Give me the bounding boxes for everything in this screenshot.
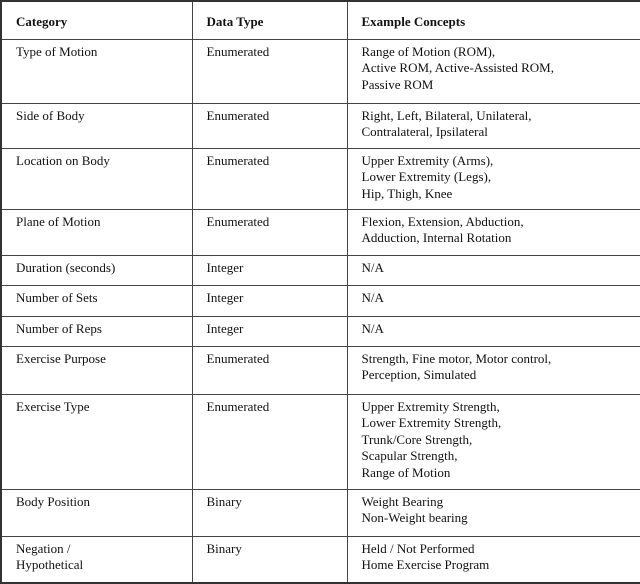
data-type-cell: Enumerated	[192, 39, 347, 103]
example-concepts-cell: N/A	[347, 255, 640, 285]
category-cell: Body Position	[1, 489, 192, 536]
header-category: Category	[1, 1, 192, 39]
category-cell: Number of Reps	[1, 316, 192, 346]
example-concepts-cell: Held / Not Performed Home Exercise Program	[347, 536, 640, 583]
example-concepts-cell: Strength, Fine motor, Motor control, Perception, Simulated	[347, 346, 640, 394]
header-example-concepts: Example Concepts	[347, 1, 640, 39]
table-row	[1, 285, 640, 316]
data-type-cell: Enumerated	[192, 209, 347, 255]
example-concepts-cell: Flexion, Extension, Abduction, Adduction, Internal Rotation	[347, 209, 640, 255]
data-type-cell: Binary	[192, 489, 347, 536]
table-row	[1, 103, 640, 148]
example-concepts-cell: Range of Motion (ROM), Active ROM, Active-Assisted ROM, Passive ROM	[347, 39, 640, 103]
header-row	[1, 1, 640, 39]
category-cell: Duration (seconds)	[1, 255, 192, 285]
table-row	[1, 394, 640, 489]
example-concepts-cell: Right, Left, Bilateral, Unilateral, Contralateral, Ipsilateral	[347, 103, 640, 148]
table-row	[1, 209, 640, 255]
category-cell: Side of Body	[1, 103, 192, 148]
table-row	[1, 489, 640, 536]
data-type-cell: Integer	[192, 285, 347, 316]
data-type-cell: Enumerated	[192, 148, 347, 209]
data-type-cell: Enumerated	[192, 394, 347, 489]
data-type-cell: Enumerated	[192, 103, 347, 148]
category-cell: Exercise Purpose	[1, 346, 192, 394]
table-row	[1, 148, 640, 209]
table-row	[1, 536, 640, 583]
example-concepts-cell: N/A	[347, 316, 640, 346]
data-type-cell: Integer	[192, 255, 347, 285]
category-cell: Type of Motion	[1, 39, 192, 103]
category-cell: Location on Body	[1, 148, 192, 209]
category-cell: Negation / Hypothetical	[1, 536, 192, 583]
example-concepts-cell: Weight Bearing Non-Weight bearing	[347, 489, 640, 536]
category-cell: Plane of Motion	[1, 209, 192, 255]
table-row	[1, 316, 640, 346]
example-concepts-cell: Upper Extremity (Arms), Lower Extremity (Legs), Hip, Thigh, Knee	[347, 148, 640, 209]
header-data-type: Data Type	[192, 1, 347, 39]
table-row	[1, 346, 640, 394]
category-cell: Exercise Type	[1, 394, 192, 489]
example-concepts-cell: Upper Extremity Strength, Lower Extremity Strength, Trunk/Core Strength, Scapular Strength, Range of Motion	[347, 394, 640, 489]
table-row	[1, 255, 640, 285]
table-row	[1, 39, 640, 103]
data-type-cell: Integer	[192, 316, 347, 346]
category-cell: Number of Sets	[1, 285, 192, 316]
data-type-cell: Enumerated	[192, 346, 347, 394]
data-type-cell: Binary	[192, 536, 347, 583]
example-concepts-cell: N/A	[347, 285, 640, 316]
